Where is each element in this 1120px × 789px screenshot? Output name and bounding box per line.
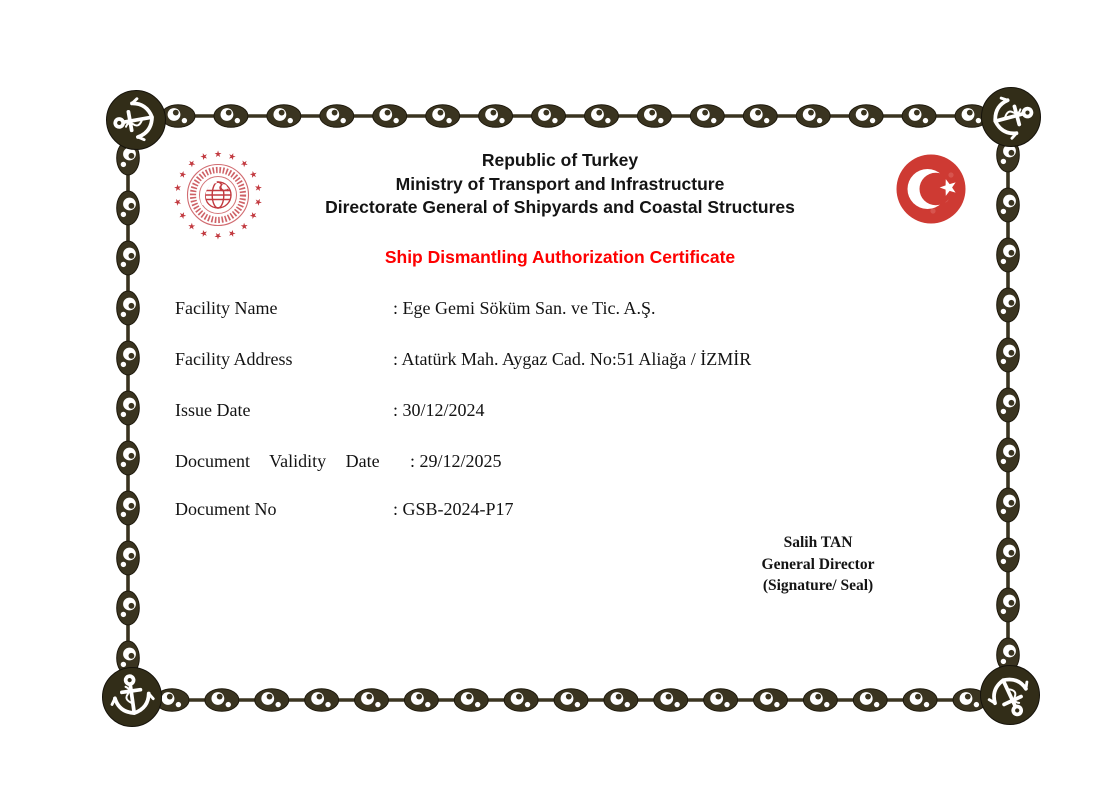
svg-text:★: ★ bbox=[177, 209, 190, 221]
letterhead bbox=[0, 149, 1120, 220]
signatory-name: Salih TAN bbox=[783, 534, 853, 551]
letterhead-line-directorate: Directorate General of Shipyards and Coastal Structures bbox=[325, 197, 795, 217]
anchor-icon bbox=[107, 91, 166, 150]
field-value: : 30/12/2024 bbox=[393, 400, 485, 420]
field-value: : 29/12/2025 bbox=[410, 451, 502, 471]
anchor-icon bbox=[103, 668, 162, 727]
svg-text:★: ★ bbox=[246, 169, 259, 181]
svg-text:★: ★ bbox=[251, 197, 264, 207]
field-label: Document No bbox=[175, 499, 277, 519]
signature-seal-note: (Signature/ Seal) bbox=[762, 577, 874, 594]
field-issue-date bbox=[175, 399, 485, 421]
field-value: : GSB-2024-P17 bbox=[393, 499, 514, 519]
svg-text:★: ★ bbox=[246, 209, 259, 221]
svg-text:★: ★ bbox=[198, 151, 210, 164]
svg-text:★: ★ bbox=[198, 226, 210, 239]
anchor-icon bbox=[981, 666, 1040, 725]
field-document-no bbox=[175, 498, 514, 520]
field-value: : Ege Gemi Söküm San. ve Tic. A.Ş. bbox=[393, 298, 656, 318]
anchor-icon bbox=[982, 88, 1041, 147]
field-label: Document Validity Date bbox=[175, 451, 380, 471]
field-label: Facility Name bbox=[175, 298, 278, 318]
signatory-role: General Director bbox=[761, 555, 875, 573]
svg-text:★: ★ bbox=[177, 169, 190, 181]
signature-block bbox=[733, 532, 903, 597]
field-facility-address bbox=[175, 348, 751, 370]
svg-text:★: ★ bbox=[172, 183, 185, 193]
svg-text:★: ★ bbox=[185, 157, 199, 171]
field-label: Facility Address bbox=[175, 349, 293, 369]
svg-text:★: ★ bbox=[237, 157, 251, 171]
svg-text:★: ★ bbox=[237, 219, 251, 233]
certificate-title: Ship Dismantling Authorization Certificate bbox=[384, 247, 736, 267]
svg-text:★: ★ bbox=[185, 219, 199, 233]
field-facility-name bbox=[175, 297, 656, 319]
svg-text:★: ★ bbox=[213, 150, 223, 160]
svg-text:★: ★ bbox=[226, 226, 238, 239]
field-value: : Atatürk Mah. Aygaz Cad. No:51 Aliağa / İZMİR bbox=[393, 349, 752, 369]
svg-text:★: ★ bbox=[172, 197, 185, 207]
svg-text:★: ★ bbox=[226, 151, 238, 164]
field-document-validity-date bbox=[175, 450, 502, 472]
svg-text:★: ★ bbox=[213, 230, 223, 240]
letterhead-line-ministry: Ministry of Transport and Infrastructure bbox=[395, 173, 725, 194]
svg-text:★: ★ bbox=[251, 183, 264, 193]
field-label: Issue Date bbox=[175, 400, 251, 420]
letterhead-line-country: Republic of Turkey bbox=[481, 150, 639, 170]
